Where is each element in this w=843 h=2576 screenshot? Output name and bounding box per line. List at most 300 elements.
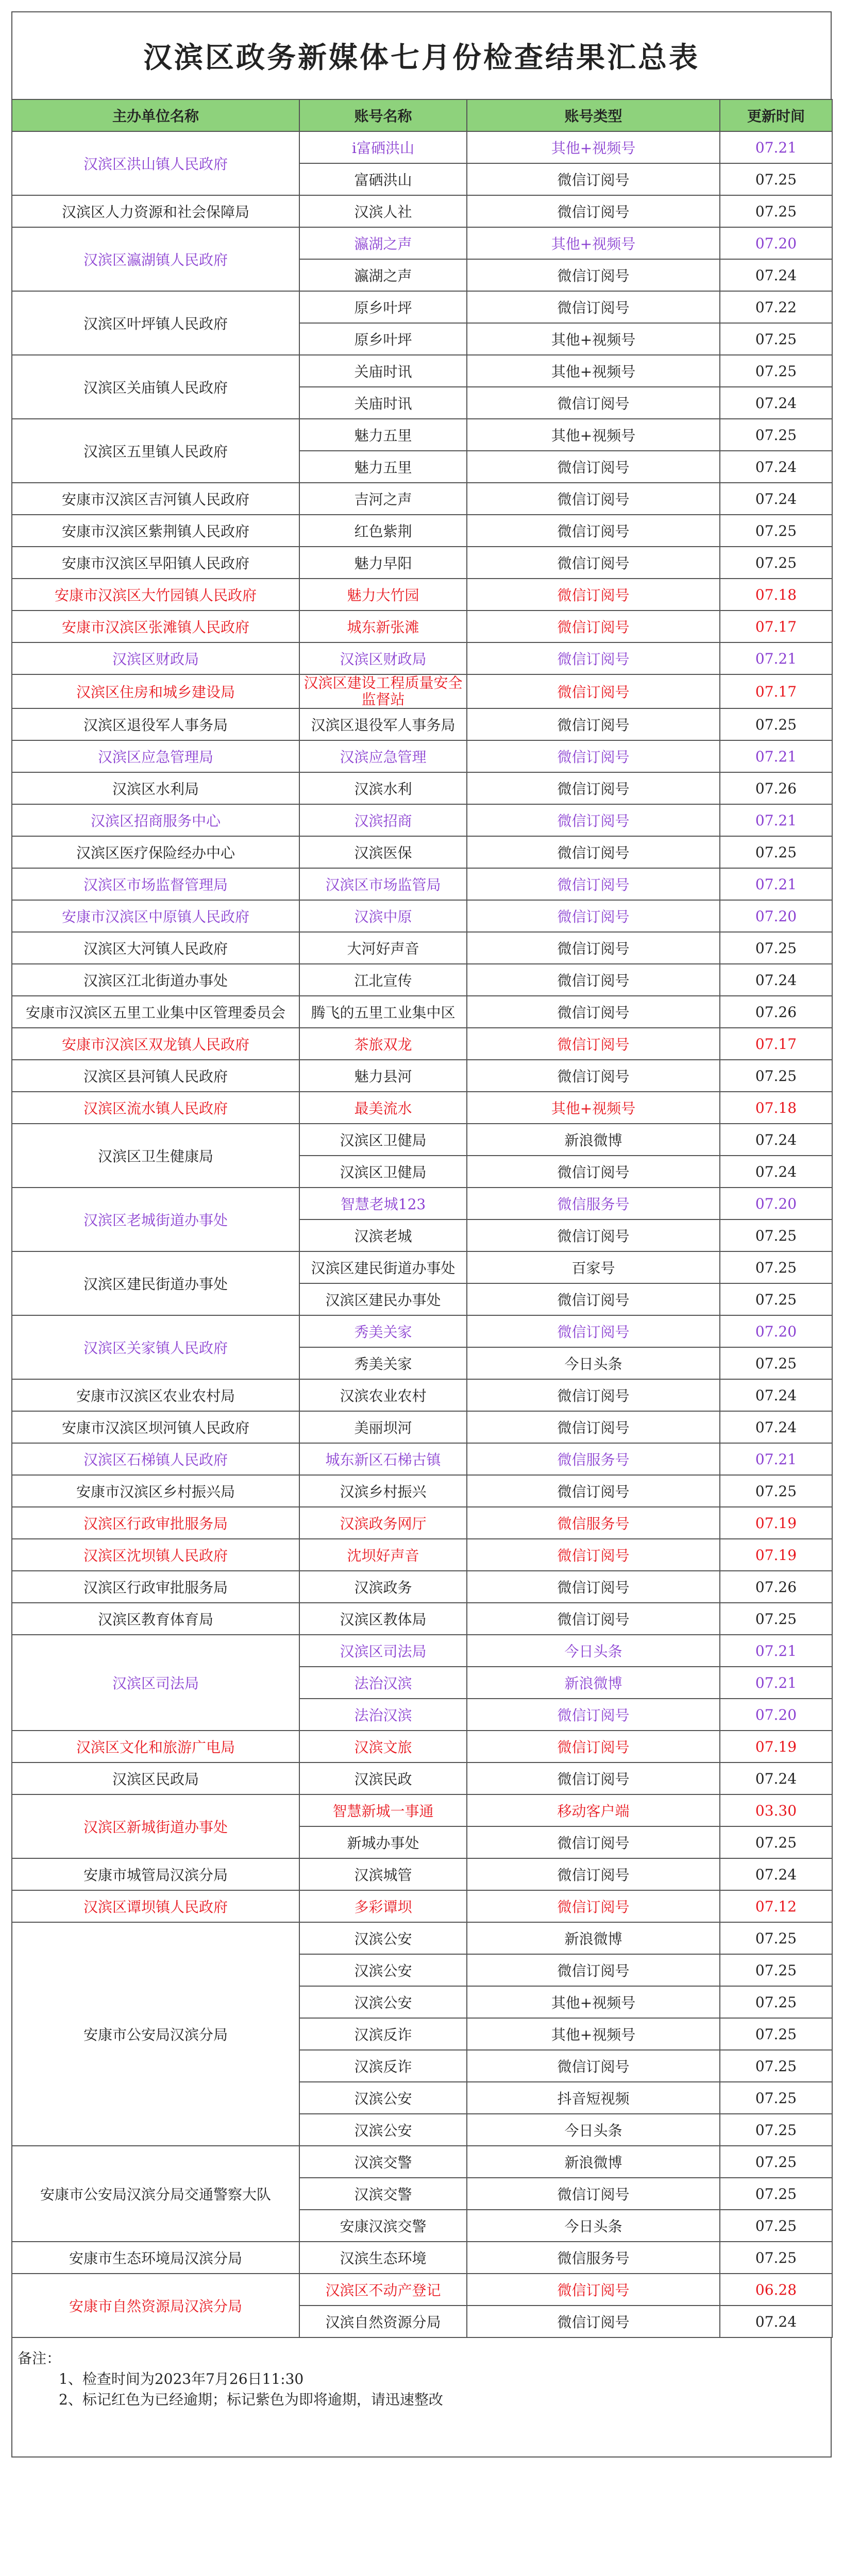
account-type-cell: 百家号 [467, 1251, 720, 1283]
update-time-cell: 07.25 [720, 323, 832, 355]
account-name-cell: 秀美关家 [299, 1347, 467, 1379]
update-time-cell: 07.24 [720, 451, 832, 483]
account-type-cell: 今日头条 [467, 1635, 720, 1667]
account-name-cell: 汉滨民政 [299, 1762, 467, 1794]
org-cell: 汉滨区新城街道办事处 [12, 1794, 299, 1858]
account-type-cell: 微信订阅号 [467, 1475, 720, 1507]
account-name-cell: 魅力五里 [299, 451, 467, 483]
table-row [12, 579, 832, 611]
account-name-cell: 关庙时讯 [299, 387, 467, 419]
account-type-cell: 微信订阅号 [467, 932, 720, 964]
update-time-cell: 07.17 [720, 674, 832, 708]
account-name-cell: i富硒洪山 [299, 131, 467, 163]
account-name-cell: 汉滨区财政局 [299, 642, 467, 674]
update-time-cell: 07.25 [720, 708, 832, 740]
org-cell: 安康市汉滨区乡村振兴局 [12, 1475, 299, 1507]
account-type-cell: 微信服务号 [467, 1188, 720, 1219]
update-time-cell: 07.25 [720, 1826, 832, 1858]
update-time-cell: 07.25 [720, 1475, 832, 1507]
update-time-cell: 07.25 [720, 1986, 832, 2018]
account-name-cell: 智慧老城123 [299, 1188, 467, 1219]
table-row [12, 868, 832, 900]
update-time-cell: 07.25 [720, 2178, 832, 2210]
account-type-cell: 微信订阅号 [467, 1826, 720, 1858]
org-cell: 安康市汉滨区中原镇人民政府 [12, 900, 299, 932]
account-type-cell: 微信订阅号 [467, 674, 720, 708]
table-row [12, 900, 832, 932]
account-type-cell: 微信订阅号 [467, 1699, 720, 1731]
account-type-cell: 微信订阅号 [467, 1954, 720, 1986]
header-update-time: 更新时间 [720, 99, 832, 131]
table-row [12, 1315, 832, 1347]
update-time-cell: 07.24 [720, 387, 832, 419]
table-row [12, 804, 832, 836]
update-time-cell: 07.12 [720, 1890, 832, 1922]
account-name-cell: 汉滨老城 [299, 1219, 467, 1251]
table-row [12, 2242, 832, 2274]
update-time-cell: 07.20 [720, 1699, 832, 1731]
account-type-cell: 微信订阅号 [467, 772, 720, 804]
account-name-cell: 秀美关家 [299, 1315, 467, 1347]
account-type-cell: 微信订阅号 [467, 1762, 720, 1794]
account-type-cell: 微信订阅号 [467, 1603, 720, 1635]
account-type-cell: 微信订阅号 [467, 291, 720, 323]
account-type-cell: 微信订阅号 [467, 515, 720, 547]
org-cell: 汉滨区应急管理局 [12, 740, 299, 772]
account-type-cell: 微信订阅号 [467, 483, 720, 515]
account-name-cell: 瀛湖之声 [299, 227, 467, 259]
table-row [12, 2274, 832, 2306]
table-row [12, 1890, 832, 1922]
account-type-cell: 微信订阅号 [467, 451, 720, 483]
update-time-cell: 07.25 [720, 1283, 832, 1315]
table-row [12, 1060, 832, 1092]
account-name-cell: 魅力早阳 [299, 547, 467, 579]
note-item: 1、检查时间为2023年7月26日11:30 [59, 2370, 304, 2387]
org-cell: 汉滨区老城街道办事处 [12, 1188, 299, 1251]
header-org: 主办单位名称 [12, 99, 299, 131]
update-time-cell: 07.26 [720, 772, 832, 804]
update-time-cell: 07.25 [720, 195, 832, 227]
update-time-cell: 07.25 [720, 2146, 832, 2178]
org-cell: 汉滨区医疗保险经办中心 [12, 836, 299, 868]
account-type-cell: 今日头条 [467, 1347, 720, 1379]
account-name-cell: 汉滨公安 [299, 2082, 467, 2114]
account-name-cell: 红色紫荆 [299, 515, 467, 547]
account-name-cell: 汉滨交警 [299, 2146, 467, 2178]
update-time-cell: 07.21 [720, 131, 832, 163]
update-time-cell: 07.19 [720, 1539, 832, 1571]
account-name-cell: 汉滨公安 [299, 1986, 467, 2018]
account-name-cell: 汉滨区建民街道办事处 [299, 1251, 467, 1283]
account-name-cell: 汉滨反诈 [299, 2050, 467, 2082]
account-type-cell: 微信服务号 [467, 2242, 720, 2274]
account-name-cell: 汉滨公安 [299, 1922, 467, 1954]
table-row [12, 1539, 832, 1571]
org-cell: 安康市汉滨区吉河镇人民政府 [12, 483, 299, 515]
update-time-cell: 07.21 [720, 804, 832, 836]
update-time-cell: 07.21 [720, 642, 832, 674]
account-name-cell: 吉河之声 [299, 483, 467, 515]
results-table [11, 99, 833, 2338]
account-name-cell: 汉滨自然资源分局 [299, 2306, 467, 2337]
account-type-cell: 其他+视频号 [467, 1986, 720, 2018]
update-time-cell: 07.24 [720, 1379, 832, 1411]
account-name-cell: 汉滨乡村振兴 [299, 1475, 467, 1507]
account-name-cell: 汉滨文旅 [299, 1731, 467, 1762]
account-name-cell: 汉滨区退役军人事务局 [299, 708, 467, 740]
account-name-cell: 汉滨区教体局 [299, 1603, 467, 1635]
table-row [12, 227, 832, 259]
account-type-cell: 微信订阅号 [467, 1539, 720, 1571]
table-header-row [12, 99, 832, 131]
account-type-cell: 其他+视频号 [467, 131, 720, 163]
org-cell: 汉滨区招商服务中心 [12, 804, 299, 836]
org-cell: 安康市汉滨区早阳镇人民政府 [12, 547, 299, 579]
update-time-cell: 07.24 [720, 1411, 832, 1443]
account-name-cell: 魅力五里 [299, 419, 467, 451]
org-cell: 安康市汉滨区坝河镇人民政府 [12, 1411, 299, 1443]
update-time-cell: 07.25 [720, 2242, 832, 2274]
account-type-cell: 微信订阅号 [467, 2178, 720, 2210]
account-type-cell: 微信订阅号 [467, 868, 720, 900]
account-type-cell: 移动客户端 [467, 1794, 720, 1826]
account-type-cell: 微信订阅号 [467, 611, 720, 642]
account-type-cell: 新浪微博 [467, 1124, 720, 1156]
update-time-cell: 07.25 [720, 1060, 832, 1092]
org-cell: 汉滨区大河镇人民政府 [12, 932, 299, 964]
update-time-cell: 07.25 [720, 547, 832, 579]
account-type-cell: 其他+视频号 [467, 1092, 720, 1124]
table-row [12, 1635, 832, 1667]
org-cell: 安康市公安局汉滨分局 [12, 1922, 299, 2146]
account-type-cell: 微信订阅号 [467, 708, 720, 740]
org-cell: 汉滨区市场监督管理局 [12, 868, 299, 900]
account-type-cell: 微信订阅号 [467, 1571, 720, 1603]
account-type-cell: 其他+视频号 [467, 323, 720, 355]
table-row [12, 1571, 832, 1603]
account-name-cell: 汉滨水利 [299, 772, 467, 804]
update-time-cell: 07.22 [720, 291, 832, 323]
account-type-cell: 微信订阅号 [467, 1858, 720, 1890]
account-type-cell: 微信订阅号 [467, 1060, 720, 1092]
account-name-cell: 腾飞的五里工业集中区 [299, 996, 467, 1028]
update-time-cell: 07.25 [720, 1922, 832, 1954]
org-cell: 安康市汉滨区紫荆镇人民政府 [12, 515, 299, 547]
table-row [12, 1922, 832, 1954]
table-row [12, 674, 832, 708]
table-row [12, 1762, 832, 1794]
account-type-cell: 微信订阅号 [467, 259, 720, 291]
update-time-cell: 07.24 [720, 1762, 832, 1794]
account-type-cell: 微信订阅号 [467, 1028, 720, 1060]
account-type-cell: 微信订阅号 [467, 1890, 720, 1922]
table-row [12, 1188, 832, 1219]
table-row [12, 932, 832, 964]
account-type-cell: 微信订阅号 [467, 1156, 720, 1188]
account-type-cell: 其他+视频号 [467, 2018, 720, 2050]
account-name-cell: 汉滨区卫健局 [299, 1156, 467, 1188]
account-name-cell: 汉滨交警 [299, 2178, 467, 2210]
header-account-name: 账号名称 [299, 99, 467, 131]
org-cell: 汉滨区教育体育局 [12, 1603, 299, 1635]
update-time-cell: 07.25 [720, 2050, 832, 2082]
update-time-cell: 07.25 [720, 2210, 832, 2242]
org-cell: 汉滨区谭坝镇人民政府 [12, 1890, 299, 1922]
table-row [12, 1443, 832, 1475]
table-row [12, 1124, 832, 1156]
account-name-cell: 汉滨区建设工程质量安全监督站 [299, 674, 467, 708]
page-title: 汉滨区政务新媒体七月份检查结果汇总表 [11, 11, 832, 99]
table-row [12, 611, 832, 642]
account-name-cell: 法治汉滨 [299, 1667, 467, 1699]
org-cell: 汉滨区财政局 [12, 642, 299, 674]
update-time-cell: 07.25 [720, 515, 832, 547]
update-time-cell: 07.18 [720, 1092, 832, 1124]
table-row [12, 483, 832, 515]
table-row [12, 355, 832, 387]
update-time-cell: 06.28 [720, 2274, 832, 2306]
table-row [12, 964, 832, 996]
update-time-cell: 07.25 [720, 163, 832, 195]
table-row [12, 642, 832, 674]
account-name-cell: 城东新区石梯古镇 [299, 1443, 467, 1475]
account-name-cell: 美丽坝河 [299, 1411, 467, 1443]
org-cell: 安康市城管局汉滨分局 [12, 1858, 299, 1890]
account-name-cell: 魅力县河 [299, 1060, 467, 1092]
update-time-cell: 07.21 [720, 1443, 832, 1475]
table-row [12, 1379, 832, 1411]
update-time-cell: 07.25 [720, 932, 832, 964]
account-name-cell: 汉滨人社 [299, 195, 467, 227]
account-type-cell: 今日头条 [467, 2114, 720, 2146]
table-row [12, 515, 832, 547]
org-cell: 汉滨区住房和城乡建设局 [12, 674, 299, 708]
org-cell: 汉滨区行政审批服务局 [12, 1571, 299, 1603]
account-name-cell: 智慧新城一事通 [299, 1794, 467, 1826]
table-row [12, 1731, 832, 1762]
account-name-cell: 瀛湖之声 [299, 259, 467, 291]
update-time-cell: 07.17 [720, 1028, 832, 1060]
account-type-cell: 微信服务号 [467, 1443, 720, 1475]
account-type-cell: 新浪微博 [467, 2146, 720, 2178]
org-cell: 汉滨区五里镇人民政府 [12, 419, 299, 483]
notes [11, 2338, 832, 2458]
account-name-cell: 汉滨区卫健局 [299, 1124, 467, 1156]
update-time-cell: 07.25 [720, 836, 832, 868]
update-time-cell: 07.25 [720, 1251, 832, 1283]
account-name-cell: 江北宣传 [299, 964, 467, 996]
account-name-cell: 汉滨政务 [299, 1571, 467, 1603]
account-type-cell: 微信订阅号 [467, 2274, 720, 2306]
update-time-cell: 07.24 [720, 483, 832, 515]
account-type-cell: 微信订阅号 [467, 1283, 720, 1315]
update-time-cell: 07.25 [720, 355, 832, 387]
account-name-cell: 新城办事处 [299, 1826, 467, 1858]
account-name-cell: 关庙时讯 [299, 355, 467, 387]
account-name-cell: 汉滨医保 [299, 836, 467, 868]
account-type-cell: 微信订阅号 [467, 1315, 720, 1347]
account-type-cell: 微信订阅号 [467, 547, 720, 579]
table-row [12, 195, 832, 227]
account-name-cell: 最美流水 [299, 1092, 467, 1124]
org-cell: 安康市汉滨区大竹园镇人民政府 [12, 579, 299, 611]
table-row [12, 1507, 832, 1539]
update-time-cell: 07.24 [720, 2306, 832, 2337]
account-type-cell: 微信订阅号 [467, 1219, 720, 1251]
table-row [12, 291, 832, 323]
account-type-cell: 微信订阅号 [467, 900, 720, 932]
account-name-cell: 汉滨公安 [299, 2114, 467, 2146]
update-time-cell: 07.18 [720, 579, 832, 611]
table-row [12, 131, 832, 163]
org-cell: 安康市汉滨区农业农村局 [12, 1379, 299, 1411]
org-cell: 汉滨区行政审批服务局 [12, 1507, 299, 1539]
account-type-cell: 微信订阅号 [467, 195, 720, 227]
table-row [12, 836, 832, 868]
account-type-cell: 微信订阅号 [467, 804, 720, 836]
account-name-cell: 汉滨农业农村 [299, 1379, 467, 1411]
update-time-cell: 07.25 [720, 1954, 832, 1986]
table-row [12, 1251, 832, 1283]
account-type-cell: 微信订阅号 [467, 1379, 720, 1411]
org-cell: 汉滨区建民街道办事处 [12, 1251, 299, 1315]
account-type-cell: 微信订阅号 [467, 163, 720, 195]
account-name-cell: 法治汉滨 [299, 1699, 467, 1731]
account-type-cell: 抖音短视频 [467, 2082, 720, 2114]
account-name-cell: 汉滨区司法局 [299, 1635, 467, 1667]
account-name-cell: 原乡叶坪 [299, 291, 467, 323]
account-name-cell: 富硒洪山 [299, 163, 467, 195]
org-cell: 安康市公安局汉滨分局交通警察大队 [12, 2146, 299, 2242]
update-time-cell: 07.21 [720, 1635, 832, 1667]
update-time-cell: 03.30 [720, 1794, 832, 1826]
org-cell: 汉滨区人力资源和社会保障局 [12, 195, 299, 227]
update-time-cell: 07.24 [720, 964, 832, 996]
table-row [12, 1794, 832, 1826]
account-type-cell: 微信订阅号 [467, 387, 720, 419]
table-row [12, 2146, 832, 2178]
update-time-cell: 07.24 [720, 259, 832, 291]
org-cell: 安康市汉滨区双龙镇人民政府 [12, 1028, 299, 1060]
org-cell: 汉滨区江北街道办事处 [12, 964, 299, 996]
account-type-cell: 微信订阅号 [467, 1731, 720, 1762]
update-time-cell: 07.21 [720, 740, 832, 772]
org-cell: 汉滨区卫生健康局 [12, 1124, 299, 1188]
org-cell: 汉滨区文化和旅游广电局 [12, 1731, 299, 1762]
table-row [12, 1028, 832, 1060]
table-row [12, 547, 832, 579]
account-name-cell: 沈坝好声音 [299, 1539, 467, 1571]
update-time-cell: 07.24 [720, 1858, 832, 1890]
account-type-cell: 新浪微博 [467, 1667, 720, 1699]
update-time-cell: 07.19 [720, 1731, 832, 1762]
org-cell: 汉滨区司法局 [12, 1635, 299, 1731]
account-type-cell: 微信订阅号 [467, 1411, 720, 1443]
update-time-cell: 07.25 [720, 2114, 832, 2146]
update-time-cell: 07.19 [720, 1507, 832, 1539]
org-cell: 汉滨区关家镇人民政府 [12, 1315, 299, 1379]
org-cell: 汉滨区叶坪镇人民政府 [12, 291, 299, 355]
update-time-cell: 07.25 [720, 419, 832, 451]
update-time-cell: 07.25 [720, 1603, 832, 1635]
update-time-cell: 07.26 [720, 1571, 832, 1603]
update-time-cell: 07.20 [720, 227, 832, 259]
account-name-cell: 魅力大竹园 [299, 579, 467, 611]
account-name-cell: 城东新张滩 [299, 611, 467, 642]
table-row [12, 1858, 832, 1890]
org-cell: 汉滨区沈坝镇人民政府 [12, 1539, 299, 1571]
results-sheet [11, 11, 832, 2458]
account-type-cell: 微信服务号 [467, 1507, 720, 1539]
update-time-cell: 07.17 [720, 611, 832, 642]
org-cell: 汉滨区石梯镇人民政府 [12, 1443, 299, 1475]
account-name-cell: 汉滨招商 [299, 804, 467, 836]
account-type-cell: 微信订阅号 [467, 579, 720, 611]
table-row [12, 419, 832, 451]
account-type-cell: 微信订阅号 [467, 996, 720, 1028]
table-row [12, 1603, 832, 1635]
update-time-cell: 07.20 [720, 900, 832, 932]
org-cell: 汉滨区流水镇人民政府 [12, 1092, 299, 1124]
account-type-cell: 微信订阅号 [467, 740, 720, 772]
account-name-cell: 大河好声音 [299, 932, 467, 964]
org-cell: 汉滨区民政局 [12, 1762, 299, 1794]
update-time-cell: 07.25 [720, 1219, 832, 1251]
account-type-cell: 其他+视频号 [467, 419, 720, 451]
account-name-cell: 安康汉滨交警 [299, 2210, 467, 2242]
note-item: 2、标记红色为已经逾期；标记紫色为即将逾期，请迅速整改 [59, 2391, 443, 2408]
account-type-cell: 微信订阅号 [467, 642, 720, 674]
account-type-cell: 微信订阅号 [467, 2050, 720, 2082]
table-row [12, 1475, 832, 1507]
org-cell: 安康市生态环境局汉滨分局 [12, 2242, 299, 2274]
account-type-cell: 微信订阅号 [467, 2306, 720, 2337]
org-cell: 安康市自然资源局汉滨分局 [12, 2274, 299, 2337]
table-row [12, 772, 832, 804]
account-name-cell: 汉滨区不动产登记 [299, 2274, 467, 2306]
update-time-cell: 07.25 [720, 1347, 832, 1379]
table-row [12, 1092, 832, 1124]
account-type-cell: 微信订阅号 [467, 964, 720, 996]
org-cell: 汉滨区水利局 [12, 772, 299, 804]
update-time-cell: 07.20 [720, 1188, 832, 1219]
org-cell: 安康市汉滨区五里工业集中区管理委员会 [12, 996, 299, 1028]
notes-label: 备注： [18, 2350, 61, 2367]
account-name-cell: 汉滨城管 [299, 1858, 467, 1890]
update-time-cell: 07.25 [720, 2018, 832, 2050]
account-name-cell: 汉滨生态环境 [299, 2242, 467, 2274]
org-cell: 汉滨区退役军人事务局 [12, 708, 299, 740]
account-name-cell: 汉滨中原 [299, 900, 467, 932]
table-row [12, 1411, 832, 1443]
table-body [12, 131, 832, 2337]
account-type-cell: 新浪微博 [467, 1922, 720, 1954]
account-name-cell: 汉滨区建民办事处 [299, 1283, 467, 1315]
update-time-cell: 07.24 [720, 1124, 832, 1156]
update-time-cell: 07.20 [720, 1315, 832, 1347]
update-time-cell: 07.25 [720, 2082, 832, 2114]
update-time-cell: 07.24 [720, 1156, 832, 1188]
account-type-cell: 其他+视频号 [467, 355, 720, 387]
org-cell: 汉滨区瀛湖镇人民政府 [12, 227, 299, 291]
account-name-cell: 汉滨反诈 [299, 2018, 467, 2050]
account-name-cell: 汉滨区市场监管局 [299, 868, 467, 900]
header-account-type: 账号类型 [467, 99, 720, 131]
org-cell: 汉滨区洪山镇人民政府 [12, 131, 299, 195]
account-name-cell: 多彩谭坝 [299, 1890, 467, 1922]
account-type-cell: 微信订阅号 [467, 836, 720, 868]
